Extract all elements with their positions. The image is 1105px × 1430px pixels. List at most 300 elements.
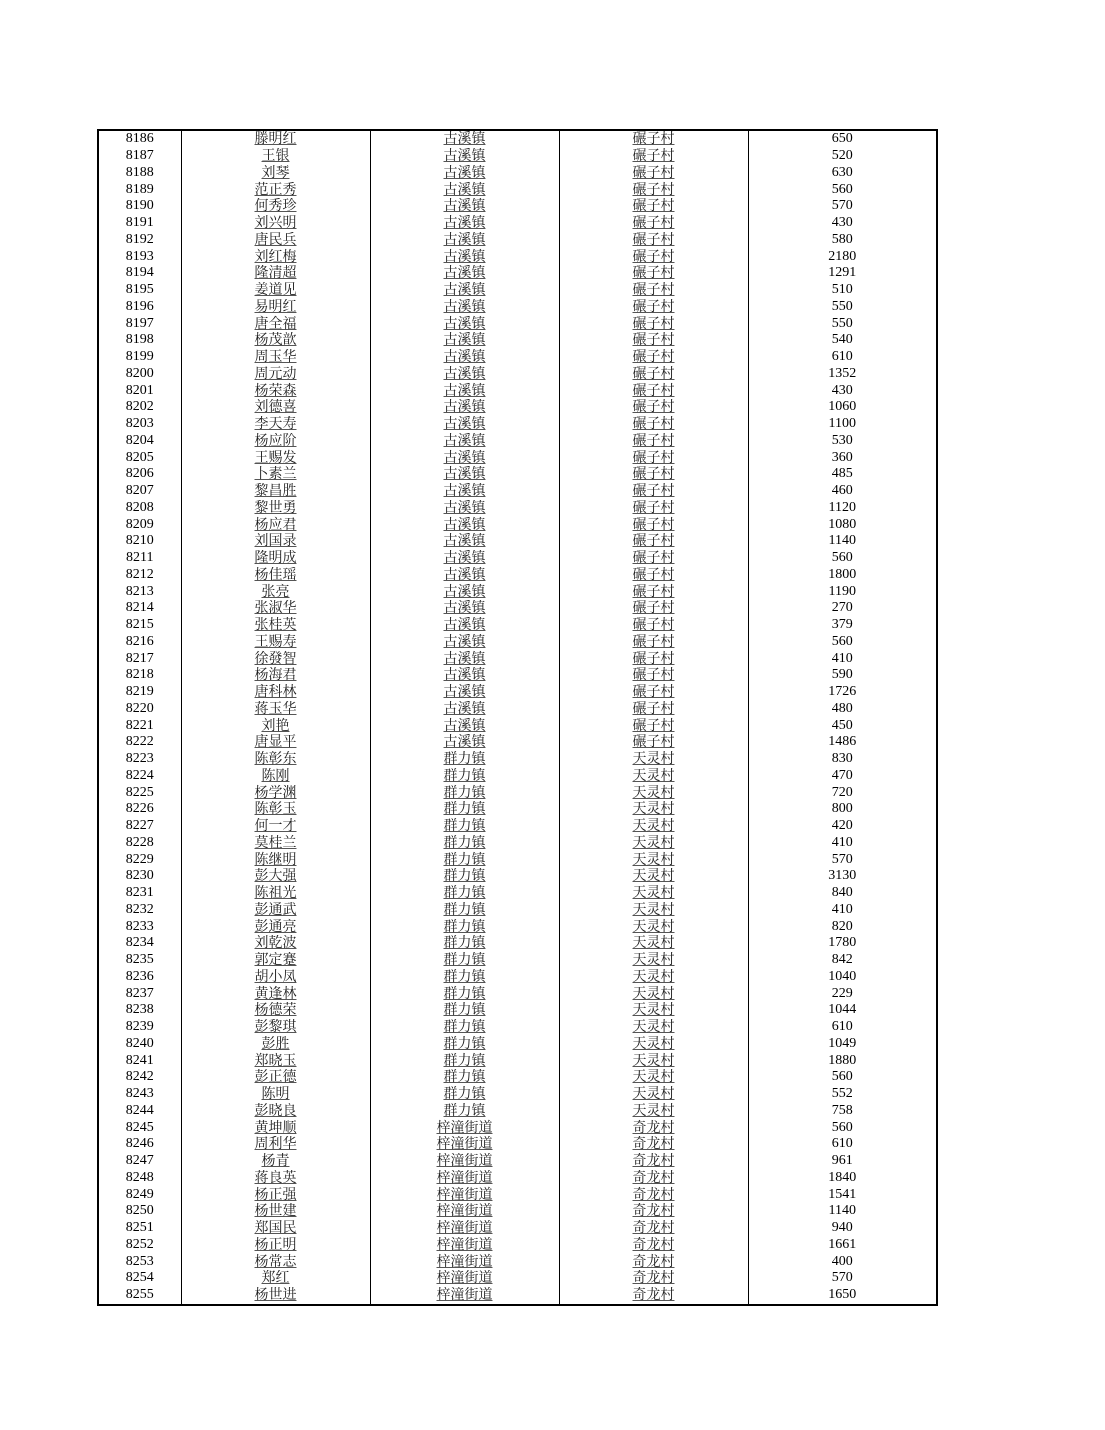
id-cell: 8230 [98, 868, 181, 885]
id-cell: 8235 [98, 952, 181, 969]
town-cell: 古溪镇 [370, 232, 559, 249]
id-cell: 8234 [98, 935, 181, 952]
name-cell: 刘德喜 [181, 399, 370, 416]
town-cell: 梓潼街道 [370, 1203, 559, 1220]
town-cell: 古溪镇 [370, 617, 559, 634]
id-cell: 8187 [98, 148, 181, 165]
id-cell: 8243 [98, 1086, 181, 1103]
name-cell: 王赐发 [181, 449, 370, 466]
table-row [98, 500, 937, 517]
id-cell: 8237 [98, 985, 181, 1002]
table-body [98, 130, 937, 1305]
town-cell: 群力镇 [370, 918, 559, 935]
village-cell: 碾子村 [559, 198, 748, 215]
village-cell: 碾子村 [559, 349, 748, 366]
name-cell: 周元动 [181, 366, 370, 383]
name-cell: 刘红梅 [181, 248, 370, 265]
id-cell: 8242 [98, 1069, 181, 1086]
village-cell: 碾子村 [559, 148, 748, 165]
table-row [98, 1002, 937, 1019]
id-cell: 8238 [98, 1002, 181, 1019]
table-row [98, 1103, 937, 1120]
id-cell: 8213 [98, 583, 181, 600]
id-cell: 8208 [98, 500, 181, 517]
town-cell: 群力镇 [370, 784, 559, 801]
table-row [98, 969, 937, 986]
name-cell: 莫桂兰 [181, 835, 370, 852]
village-cell: 天灵村 [559, 1069, 748, 1086]
id-cell: 8246 [98, 1136, 181, 1153]
amount-cell: 420 [748, 818, 937, 835]
amount-cell: 650 [748, 130, 937, 148]
amount-cell: 1541 [748, 1186, 937, 1203]
village-cell: 天灵村 [559, 918, 748, 935]
town-cell: 群力镇 [370, 1052, 559, 1069]
town-cell: 古溪镇 [370, 516, 559, 533]
table-row [98, 399, 937, 416]
id-cell: 8255 [98, 1287, 181, 1305]
table-row [98, 1119, 937, 1136]
amount-cell: 800 [748, 801, 937, 818]
name-cell: 杨茂歆 [181, 332, 370, 349]
name-cell: 王银 [181, 148, 370, 165]
village-cell: 天灵村 [559, 935, 748, 952]
table-row [98, 416, 937, 433]
table-row [98, 902, 937, 919]
table-row [98, 215, 937, 232]
table-row [98, 851, 937, 868]
town-cell: 古溪镇 [370, 433, 559, 450]
id-cell: 8189 [98, 181, 181, 198]
name-cell: 隆清超 [181, 265, 370, 282]
town-cell: 古溪镇 [370, 500, 559, 517]
id-cell: 8226 [98, 801, 181, 818]
village-cell: 碾子村 [559, 667, 748, 684]
name-cell: 姜道见 [181, 282, 370, 299]
amount-cell: 410 [748, 835, 937, 852]
table-row [98, 1253, 937, 1270]
id-cell: 8196 [98, 299, 181, 316]
village-cell: 天灵村 [559, 985, 748, 1002]
town-cell: 群力镇 [370, 835, 559, 852]
amount-cell: 1352 [748, 366, 937, 383]
village-cell: 碾子村 [559, 299, 748, 316]
town-cell: 古溪镇 [370, 701, 559, 718]
id-cell: 8194 [98, 265, 181, 282]
name-cell: 杨正明 [181, 1237, 370, 1254]
amount-cell: 1800 [748, 567, 937, 584]
table-row [98, 1136, 937, 1153]
town-cell: 梓潼街道 [370, 1287, 559, 1305]
town-cell: 古溪镇 [370, 550, 559, 567]
table-row [98, 382, 937, 399]
amount-cell: 1044 [748, 1002, 937, 1019]
id-cell: 8224 [98, 768, 181, 785]
town-cell: 古溪镇 [370, 215, 559, 232]
amount-cell: 610 [748, 349, 937, 366]
id-cell: 8239 [98, 1019, 181, 1036]
id-cell: 8212 [98, 567, 181, 584]
amount-cell: 590 [748, 667, 937, 684]
village-cell: 碾子村 [559, 416, 748, 433]
table-row [98, 483, 937, 500]
table-row [98, 1036, 937, 1053]
village-cell: 碾子村 [559, 165, 748, 182]
table-row [98, 768, 937, 785]
village-cell: 碾子村 [559, 449, 748, 466]
table-row [98, 952, 937, 969]
amount-cell: 940 [748, 1220, 937, 1237]
amount-cell: 229 [748, 985, 937, 1002]
data-table [97, 129, 938, 1306]
table-row [98, 667, 937, 684]
town-cell: 梓潼街道 [370, 1270, 559, 1287]
village-cell: 天灵村 [559, 768, 748, 785]
id-cell: 8253 [98, 1253, 181, 1270]
name-cell: 杨应君 [181, 516, 370, 533]
town-cell: 古溪镇 [370, 315, 559, 332]
town-cell: 群力镇 [370, 751, 559, 768]
name-cell: 彭正德 [181, 1069, 370, 1086]
village-cell: 碾子村 [559, 232, 748, 249]
amount-cell: 560 [748, 634, 937, 651]
id-cell: 8250 [98, 1203, 181, 1220]
id-cell: 8195 [98, 282, 181, 299]
amount-cell: 820 [748, 918, 937, 935]
name-cell: 李天寿 [181, 416, 370, 433]
name-cell: 彭黎琪 [181, 1019, 370, 1036]
amount-cell: 560 [748, 1119, 937, 1136]
name-cell: 刘兴明 [181, 215, 370, 232]
village-cell: 奇龙村 [559, 1220, 748, 1237]
amount-cell: 610 [748, 1019, 937, 1036]
village-cell: 碾子村 [559, 701, 748, 718]
table-row [98, 148, 937, 165]
amount-cell: 961 [748, 1153, 937, 1170]
village-cell: 碾子村 [559, 315, 748, 332]
town-cell: 古溪镇 [370, 466, 559, 483]
amount-cell: 1291 [748, 265, 937, 282]
village-cell: 碾子村 [559, 516, 748, 533]
id-cell: 8252 [98, 1237, 181, 1254]
town-cell: 群力镇 [370, 1069, 559, 1086]
town-cell: 群力镇 [370, 801, 559, 818]
amount-cell: 1486 [748, 734, 937, 751]
town-cell: 群力镇 [370, 818, 559, 835]
name-cell: 易明红 [181, 299, 370, 316]
table-row [98, 701, 937, 718]
table-row [98, 751, 937, 768]
id-cell: 8186 [98, 130, 181, 148]
village-cell: 奇龙村 [559, 1136, 748, 1153]
village-cell: 奇龙村 [559, 1153, 748, 1170]
table-row [98, 332, 937, 349]
town-cell: 古溪镇 [370, 567, 559, 584]
name-cell: 隆明成 [181, 550, 370, 567]
town-cell: 群力镇 [370, 851, 559, 868]
name-cell: 张淑华 [181, 600, 370, 617]
town-cell: 梓潼街道 [370, 1136, 559, 1153]
town-cell: 群力镇 [370, 885, 559, 902]
village-cell: 天灵村 [559, 1086, 748, 1103]
name-cell: 郑晓玉 [181, 1052, 370, 1069]
id-cell: 8241 [98, 1052, 181, 1069]
name-cell: 刘艳 [181, 717, 370, 734]
amount-cell: 570 [748, 198, 937, 215]
table-row [98, 248, 937, 265]
village-cell: 奇龙村 [559, 1270, 748, 1287]
amount-cell: 830 [748, 751, 937, 768]
table-row [98, 1270, 937, 1287]
id-cell: 8206 [98, 466, 181, 483]
table-row [98, 466, 937, 483]
id-cell: 8232 [98, 902, 181, 919]
id-cell: 8205 [98, 449, 181, 466]
table-row [98, 1019, 937, 1036]
amount-cell: 379 [748, 617, 937, 634]
id-cell: 8248 [98, 1170, 181, 1187]
name-cell: 杨海君 [181, 667, 370, 684]
town-cell: 古溪镇 [370, 416, 559, 433]
village-cell: 天灵村 [559, 1002, 748, 1019]
name-cell: 杨学渊 [181, 784, 370, 801]
id-cell: 8200 [98, 366, 181, 383]
amount-cell: 1100 [748, 416, 937, 433]
table-row [98, 1287, 937, 1305]
id-cell: 8240 [98, 1036, 181, 1053]
id-cell: 8249 [98, 1186, 181, 1203]
village-cell: 奇龙村 [559, 1237, 748, 1254]
table-row [98, 299, 937, 316]
table-row [98, 835, 937, 852]
amount-cell: 410 [748, 902, 937, 919]
amount-cell: 560 [748, 550, 937, 567]
town-cell: 古溪镇 [370, 349, 559, 366]
id-cell: 8247 [98, 1153, 181, 1170]
town-cell: 古溪镇 [370, 600, 559, 617]
village-cell: 碾子村 [559, 684, 748, 701]
table-row [98, 818, 937, 835]
amount-cell: 1880 [748, 1052, 937, 1069]
table-row [98, 885, 937, 902]
amount-cell: 840 [748, 885, 937, 902]
table-row [98, 717, 937, 734]
village-cell: 碾子村 [559, 181, 748, 198]
id-cell: 8209 [98, 516, 181, 533]
name-cell: 陈彰玉 [181, 801, 370, 818]
village-cell: 碾子村 [559, 600, 748, 617]
table-row [98, 550, 937, 567]
table-row [98, 1170, 937, 1187]
table-row [98, 600, 937, 617]
amount-cell: 485 [748, 466, 937, 483]
town-cell: 古溪镇 [370, 399, 559, 416]
table-row [98, 516, 937, 533]
table-row [98, 868, 937, 885]
id-cell: 8191 [98, 215, 181, 232]
name-cell: 彭通亮 [181, 918, 370, 935]
id-cell: 8210 [98, 533, 181, 550]
name-cell: 周玉华 [181, 349, 370, 366]
village-cell: 碾子村 [559, 433, 748, 450]
name-cell: 胡小凤 [181, 969, 370, 986]
village-cell: 碾子村 [559, 399, 748, 416]
table-row [98, 349, 937, 366]
name-cell: 何一才 [181, 818, 370, 835]
village-cell: 奇龙村 [559, 1186, 748, 1203]
town-cell: 群力镇 [370, 952, 559, 969]
name-cell: 陈祖光 [181, 885, 370, 902]
id-cell: 8254 [98, 1270, 181, 1287]
id-cell: 8188 [98, 165, 181, 182]
village-cell: 天灵村 [559, 801, 748, 818]
amount-cell: 270 [748, 600, 937, 617]
name-cell: 范正秀 [181, 181, 370, 198]
amount-cell: 1650 [748, 1287, 937, 1305]
id-cell: 8233 [98, 918, 181, 935]
village-cell: 碾子村 [559, 500, 748, 517]
amount-cell: 400 [748, 1253, 937, 1270]
name-cell: 黄坤顺 [181, 1119, 370, 1136]
town-cell: 群力镇 [370, 1103, 559, 1120]
id-cell: 8192 [98, 232, 181, 249]
id-cell: 8227 [98, 818, 181, 835]
name-cell: 杨世建 [181, 1203, 370, 1220]
table-row [98, 1069, 937, 1086]
village-cell: 碾子村 [559, 466, 748, 483]
name-cell: 黄逢林 [181, 985, 370, 1002]
village-cell: 碾子村 [559, 567, 748, 584]
table-row [98, 1052, 937, 1069]
village-cell: 碾子村 [559, 583, 748, 600]
village-cell: 天灵村 [559, 902, 748, 919]
village-cell: 碾子村 [559, 366, 748, 383]
amount-cell: 1080 [748, 516, 937, 533]
village-cell: 天灵村 [559, 851, 748, 868]
table-row [98, 198, 937, 215]
amount-cell: 510 [748, 282, 937, 299]
amount-cell: 1140 [748, 1203, 937, 1220]
town-cell: 古溪镇 [370, 449, 559, 466]
village-cell: 奇龙村 [559, 1253, 748, 1270]
id-cell: 8217 [98, 650, 181, 667]
amount-cell: 2180 [748, 248, 937, 265]
table-row [98, 1186, 937, 1203]
table-row [98, 449, 937, 466]
amount-cell: 720 [748, 784, 937, 801]
town-cell: 古溪镇 [370, 181, 559, 198]
amount-cell: 842 [748, 952, 937, 969]
id-cell: 8197 [98, 315, 181, 332]
town-cell: 梓潼街道 [370, 1220, 559, 1237]
table-row [98, 801, 937, 818]
village-cell: 碾子村 [559, 717, 748, 734]
table-row [98, 315, 937, 332]
town-cell: 古溪镇 [370, 130, 559, 148]
village-cell: 奇龙村 [559, 1287, 748, 1305]
village-cell: 奇龙村 [559, 1203, 748, 1220]
id-cell: 8207 [98, 483, 181, 500]
table-row [98, 583, 937, 600]
amount-cell: 480 [748, 701, 937, 718]
town-cell: 古溪镇 [370, 583, 559, 600]
name-cell: 杨正强 [181, 1186, 370, 1203]
amount-cell: 1060 [748, 399, 937, 416]
table-row [98, 567, 937, 584]
table-row [98, 130, 937, 148]
village-cell: 天灵村 [559, 784, 748, 801]
village-cell: 碾子村 [559, 533, 748, 550]
table-row [98, 265, 937, 282]
village-cell: 碾子村 [559, 483, 748, 500]
town-cell: 群力镇 [370, 1086, 559, 1103]
amount-cell: 450 [748, 717, 937, 734]
name-cell: 周利华 [181, 1136, 370, 1153]
village-cell: 天灵村 [559, 1052, 748, 1069]
amount-cell: 1120 [748, 500, 937, 517]
id-cell: 8244 [98, 1103, 181, 1120]
name-cell: 蒋玉华 [181, 701, 370, 718]
table-row [98, 165, 937, 182]
village-cell: 天灵村 [559, 868, 748, 885]
village-cell: 碾子村 [559, 265, 748, 282]
town-cell: 群力镇 [370, 902, 559, 919]
table-row [98, 433, 937, 450]
name-cell: 彭通武 [181, 902, 370, 919]
village-cell: 碾子村 [559, 550, 748, 567]
amount-cell: 410 [748, 650, 937, 667]
table-row [98, 918, 937, 935]
table-row [98, 634, 937, 651]
amount-cell: 460 [748, 483, 937, 500]
table-row [98, 282, 937, 299]
id-cell: 8202 [98, 399, 181, 416]
name-cell: 杨世进 [181, 1287, 370, 1305]
town-cell: 古溪镇 [370, 299, 559, 316]
table-row [98, 935, 937, 952]
amount-cell: 1140 [748, 533, 937, 550]
village-cell: 碾子村 [559, 617, 748, 634]
amount-cell: 1661 [748, 1237, 937, 1254]
village-cell: 碾子村 [559, 634, 748, 651]
name-cell: 杨荣森 [181, 382, 370, 399]
table-row [98, 617, 937, 634]
table-row [98, 650, 937, 667]
village-cell: 天灵村 [559, 818, 748, 835]
town-cell: 古溪镇 [370, 483, 559, 500]
village-cell: 碾子村 [559, 734, 748, 751]
name-cell: 杨德荣 [181, 1002, 370, 1019]
town-cell: 古溪镇 [370, 634, 559, 651]
table-row [98, 684, 937, 701]
village-cell: 碾子村 [559, 248, 748, 265]
table-row [98, 734, 937, 751]
village-cell: 天灵村 [559, 952, 748, 969]
name-cell: 杨佳瑶 [181, 567, 370, 584]
name-cell: 唐科林 [181, 684, 370, 701]
name-cell: 黎世勇 [181, 500, 370, 517]
name-cell: 郑国民 [181, 1220, 370, 1237]
town-cell: 古溪镇 [370, 366, 559, 383]
town-cell: 群力镇 [370, 768, 559, 785]
name-cell: 陈明 [181, 1086, 370, 1103]
name-cell: 刘国录 [181, 533, 370, 550]
name-cell: 徐發智 [181, 650, 370, 667]
id-cell: 8218 [98, 667, 181, 684]
village-cell: 天灵村 [559, 1019, 748, 1036]
id-cell: 8220 [98, 701, 181, 718]
id-cell: 8199 [98, 349, 181, 366]
